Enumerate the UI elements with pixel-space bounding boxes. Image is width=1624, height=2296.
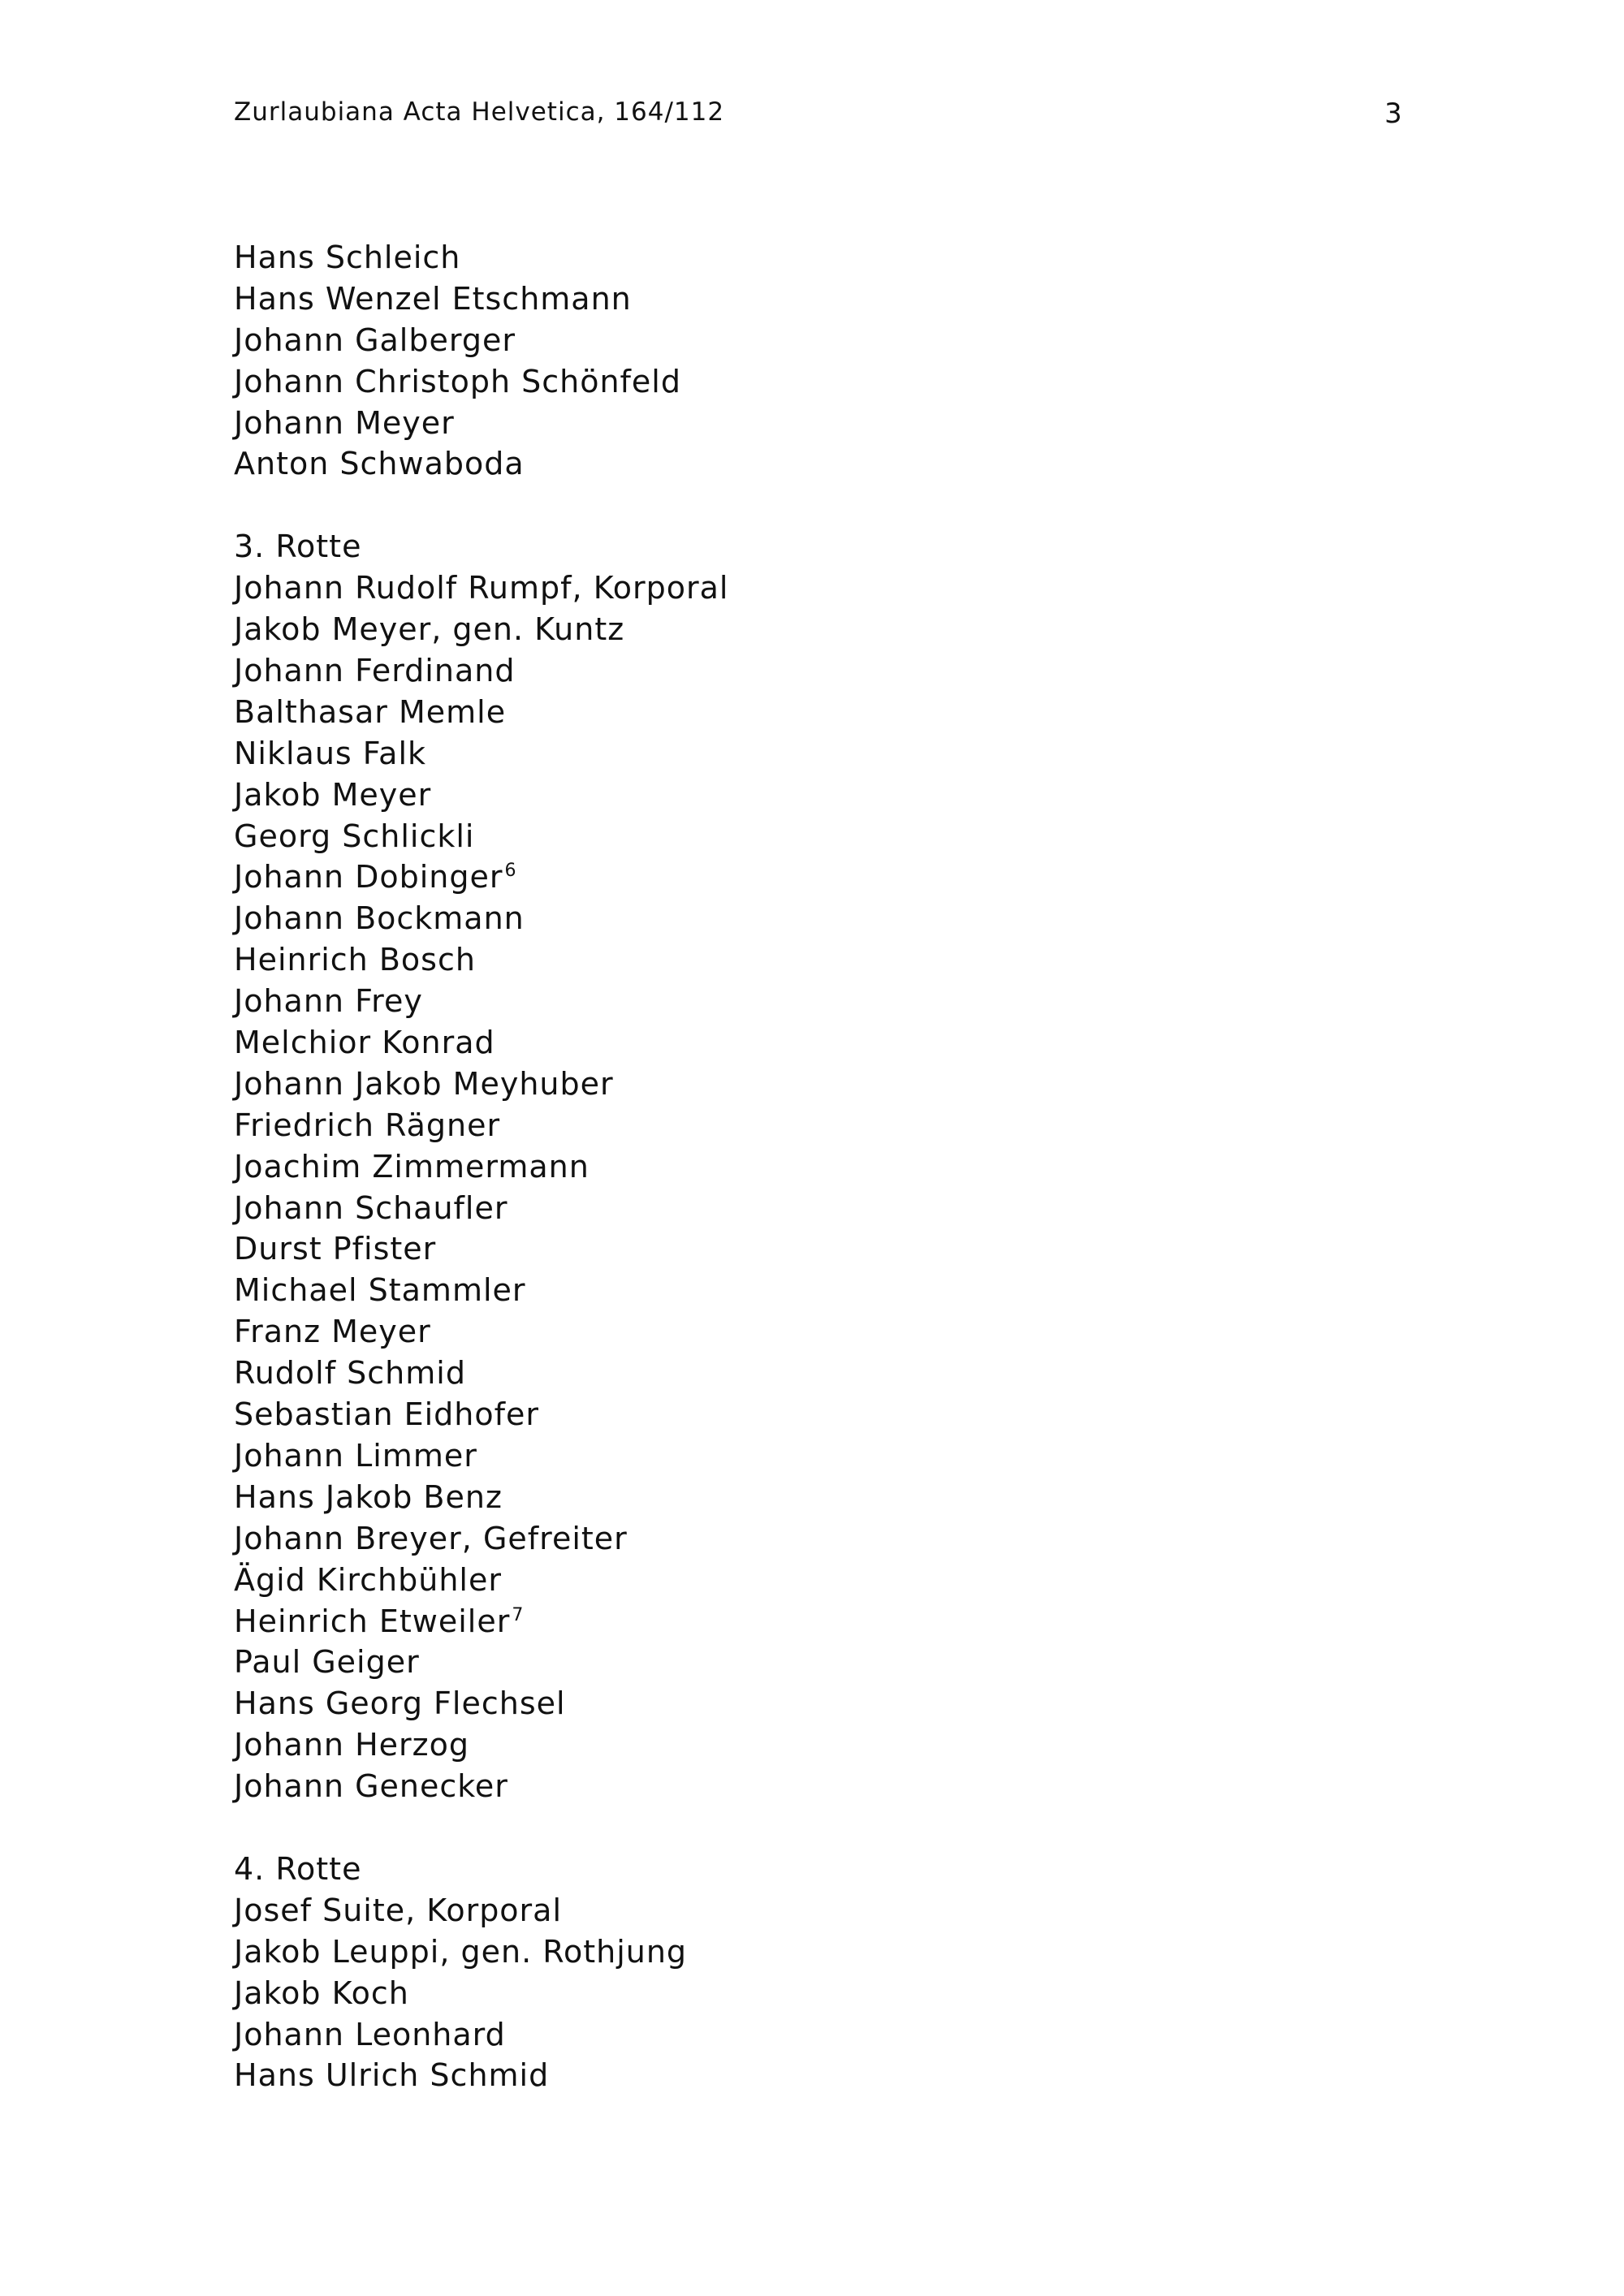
list-item: Georg Schlickli [234, 818, 475, 854]
list-item: Johann Genecker [234, 1768, 508, 1805]
list-item: Hans Georg Flechsel [234, 1685, 566, 1722]
section-heading: 3. Rotte [234, 529, 362, 565]
list-item: Josef Suite, Korporal [234, 1892, 563, 1928]
list-item: Niklaus Falk [234, 735, 427, 771]
list-item: Joachim Zimmermann [234, 1148, 590, 1185]
list-item: Jakob Leuppi, gen. Rothjung [234, 1933, 688, 1970]
list-item: Johann Ferdinand [234, 653, 516, 689]
list-item: Hans Ulrich Schmid [234, 2057, 550, 2094]
name-list [234, 237, 1371, 2096]
list-item: Johann Breyer, Gefreiter [234, 1520, 628, 1556]
list-item: Johann Frey [234, 983, 423, 1020]
list-item: Johann Herzog [234, 1727, 469, 1763]
list-item: Johann Galberger [234, 322, 516, 358]
list-item: Rudolf Schmid [234, 1355, 466, 1392]
list-item: Jakob Koch [234, 1974, 409, 2011]
list-item: Ägid Kirchbühler [234, 1561, 502, 1598]
list-item: Sebastian Eidhofer [234, 1396, 540, 1433]
list-item: Hans Jakob Benz [234, 1478, 503, 1515]
list-item [234, 1601, 1371, 1642]
list-item: Johann Christoph Schönfeld [234, 363, 681, 399]
list-item [234, 857, 1371, 898]
list-item-text: Johann Dobinger [234, 859, 503, 896]
section-rotte-4 [234, 1849, 1371, 2096]
list-item: Jakob Meyer, gen. Kuntz [234, 611, 625, 648]
list-item: Hans Wenzel Etschmann [234, 280, 632, 317]
list-item: Anton Schwaboda [234, 446, 525, 482]
document-title: Zurlaubiana Acta Helvetica, 164/112 [234, 97, 725, 127]
list-item: Johann Leonhard [234, 2016, 506, 2052]
list-item: Johann Schaufler [234, 1189, 508, 1226]
list-item: Michael Stammler [234, 1272, 526, 1309]
footnote-marker: 7 [512, 1604, 525, 1625]
continued-section [234, 237, 1371, 485]
footnote-marker: 6 [504, 861, 517, 882]
section-heading: 4. Rotte [234, 1850, 362, 1887]
list-item-text: Heinrich Etweiler [234, 1603, 511, 1639]
list-item: Franz Meyer [234, 1314, 431, 1350]
list-item: Johann Meyer [234, 404, 455, 441]
page-number: 3 [1384, 97, 1402, 130]
list-item: Hans Schleich [234, 240, 461, 275]
list-item: Heinrich Bosch [234, 942, 476, 978]
list-item: Johann Bockmann [234, 900, 525, 937]
list-item: Friedrich Rägner [234, 1107, 501, 1143]
section-rotte-3 [234, 526, 1371, 1807]
list-item: Paul Geiger [234, 1644, 420, 1681]
list-item: Balthasar Memle [234, 693, 507, 730]
list-item: Johann Rudolf Rumpf, Korporal [234, 570, 729, 606]
list-item: Johann Jakob Meyhuber [234, 1065, 614, 1102]
list-item: Jakob Meyer [234, 776, 432, 813]
list-item: Melchior Konrad [234, 1025, 495, 1061]
list-item: Durst Pfister [234, 1231, 437, 1267]
list-item: Johann Limmer [234, 1437, 477, 1474]
